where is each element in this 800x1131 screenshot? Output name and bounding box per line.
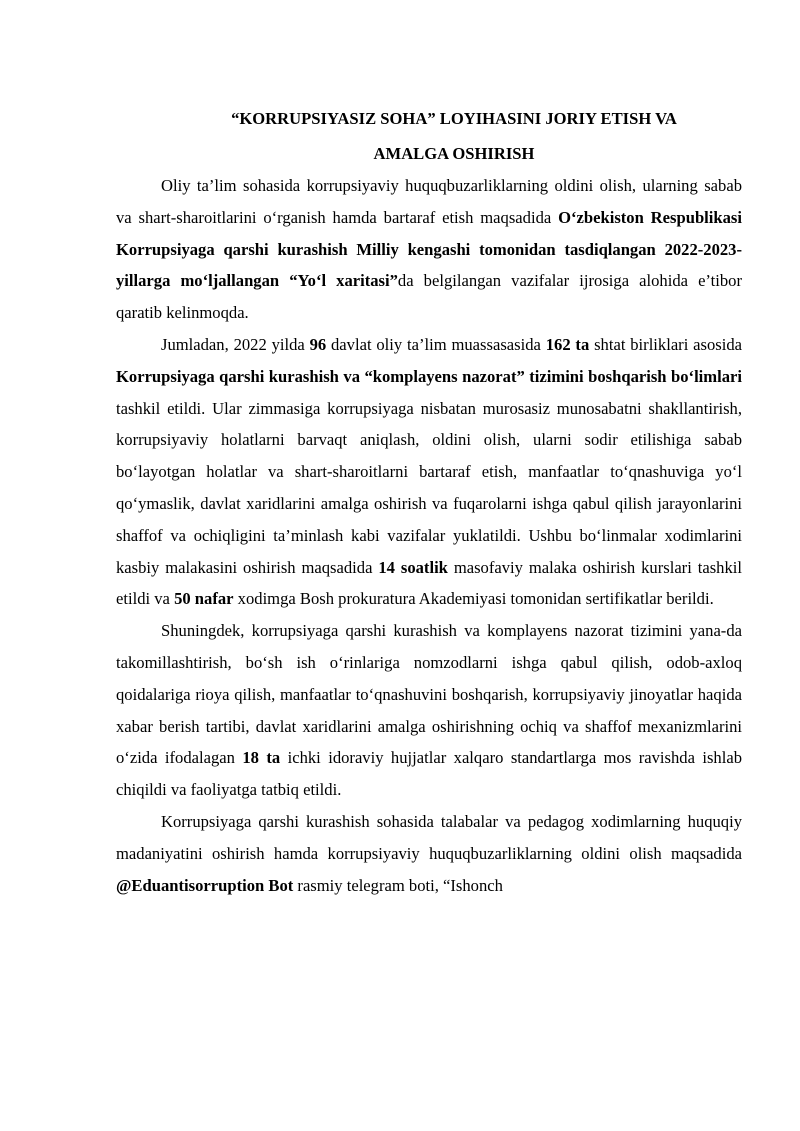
paragraph-2-text-1: Jumladan, 2022 yilda xyxy=(161,334,310,354)
paragraph-2-bold-3: Korrupsiyaga qarshi kurashish va “komplayens nazorat” tizimini boshqarish bo‘limlari xyxy=(116,366,742,386)
document-title-line-1: “KORRUPSIYASIZ SOHA” LOYIHASINI JORIY ETISH VA xyxy=(231,109,677,128)
document-body xyxy=(116,170,742,901)
paragraph-2-text-5: masofaviy malaka oshirish kurslari tashkil etildi va xyxy=(116,557,742,609)
paragraph-4-text-1: Korrupsiyaga qarshi kurashish sohasida talabalar va pedagog xodimlarning huquqiy madaniyatini oshirish hamda korrupsiyaviy huquqbuzarliklarning oldini olish maqsadida xyxy=(116,811,742,863)
paragraph-3-text-2: ichki idoraviy hujjatlar xalqaro standartlarga mos ravishda ishlab chiqildi va faoliyatga tatbiq etildi. xyxy=(116,748,742,800)
paragraph-2-bold-2: 162 ta xyxy=(545,334,590,354)
paragraph-1-text-1: Oliy ta’lim sohasida korrupsiyaviy huquqbuzarliklarning oldini olish, ularning sabab va shart-sharoitlarini o‘rganish hamda bartaraf etish maqsadida xyxy=(116,176,742,227)
paragraph-1-bold-1: O‘zbekiston Respublikasi Korrupsiyaga qarshi kurashish Milliy kengashi tomonidan tasdiqlangan 2022-2023-yillarga mo‘ljallangan “Yo‘l xaritasi” xyxy=(116,207,742,291)
paragraph-1-text-2: da belgilangan vazifalar ijrosiga alohida e’tibor qaratib kelinmoqda. xyxy=(116,271,742,323)
paragraph-2-text-6: xodimga Bosh prokuratura Akademiyasi tomonidan sertifikatlar berildi. xyxy=(233,589,714,609)
document-title-line-2: AMALGA OSHIRISH xyxy=(373,144,535,163)
paragraph-3-text-1: Shuningdek, korrupsiyaga qarshi kurashish va komplayens nazorat tizimini yana-da takomillashtirish, bo‘sh ish o‘rinlariga nomzodlarni ishga qabul qilish, odob-axloq qoidalariga rioya qilish, manfaatlar to‘qnashuvini boshqarish, korrupsiyaviy jinoyatlar haqida xabar berish tartibi, davlat xaridlarini amalga oshirishning ochiq va shaffof mexanizmlarini o‘zida ifodalagan xyxy=(116,621,742,768)
paragraph-1 xyxy=(116,170,742,329)
paragraph-2-text-4: tashkil etildi. Ular zimmasiga korrupsiyaga nisbatan murosasiz munosabatni shakllantirish, korrupsiyaviy holatlarni barvaqt aniqlash, oldini olish, ularni sodir etilishiga sabab bo‘layotgan holatlar va shart-sharoitlarni bartaraf etish, manfaatlar to‘qnashuviga yo‘l qo‘ymaslik, davlat xaridlarini amalga oshirish va fuqarolarni ishga qabul qilish jarayonlarini shaffof va ochiqligini ta’minlash kabi vazifalar yuklatildi. Ushbu bo‘linmalar xodimlarini kasbiy malakasini oshirish maqsadida xyxy=(116,398,742,577)
paragraph-3 xyxy=(116,615,742,806)
paragraph-3-bold-1: 18 ta xyxy=(242,748,281,768)
paragraph-4-text-2: rasmiy telegram boti, “Ishonch xyxy=(293,875,503,895)
paragraph-2-text-3: shtat birliklari asosida xyxy=(589,334,742,354)
paragraph-2-text-2: davlat oliy ta’lim muassasasida xyxy=(326,334,546,354)
paragraph-4-bold-1: @Eduantisorruption Bot xyxy=(116,875,294,895)
paragraph-2-bold-1: 96 xyxy=(309,334,327,354)
paragraph-2-bold-4: 14 soatlik xyxy=(378,557,448,577)
paragraph-4 xyxy=(116,806,742,901)
paragraph-2-bold-5: 50 nafar xyxy=(174,589,234,609)
paragraph-2 xyxy=(116,329,742,615)
